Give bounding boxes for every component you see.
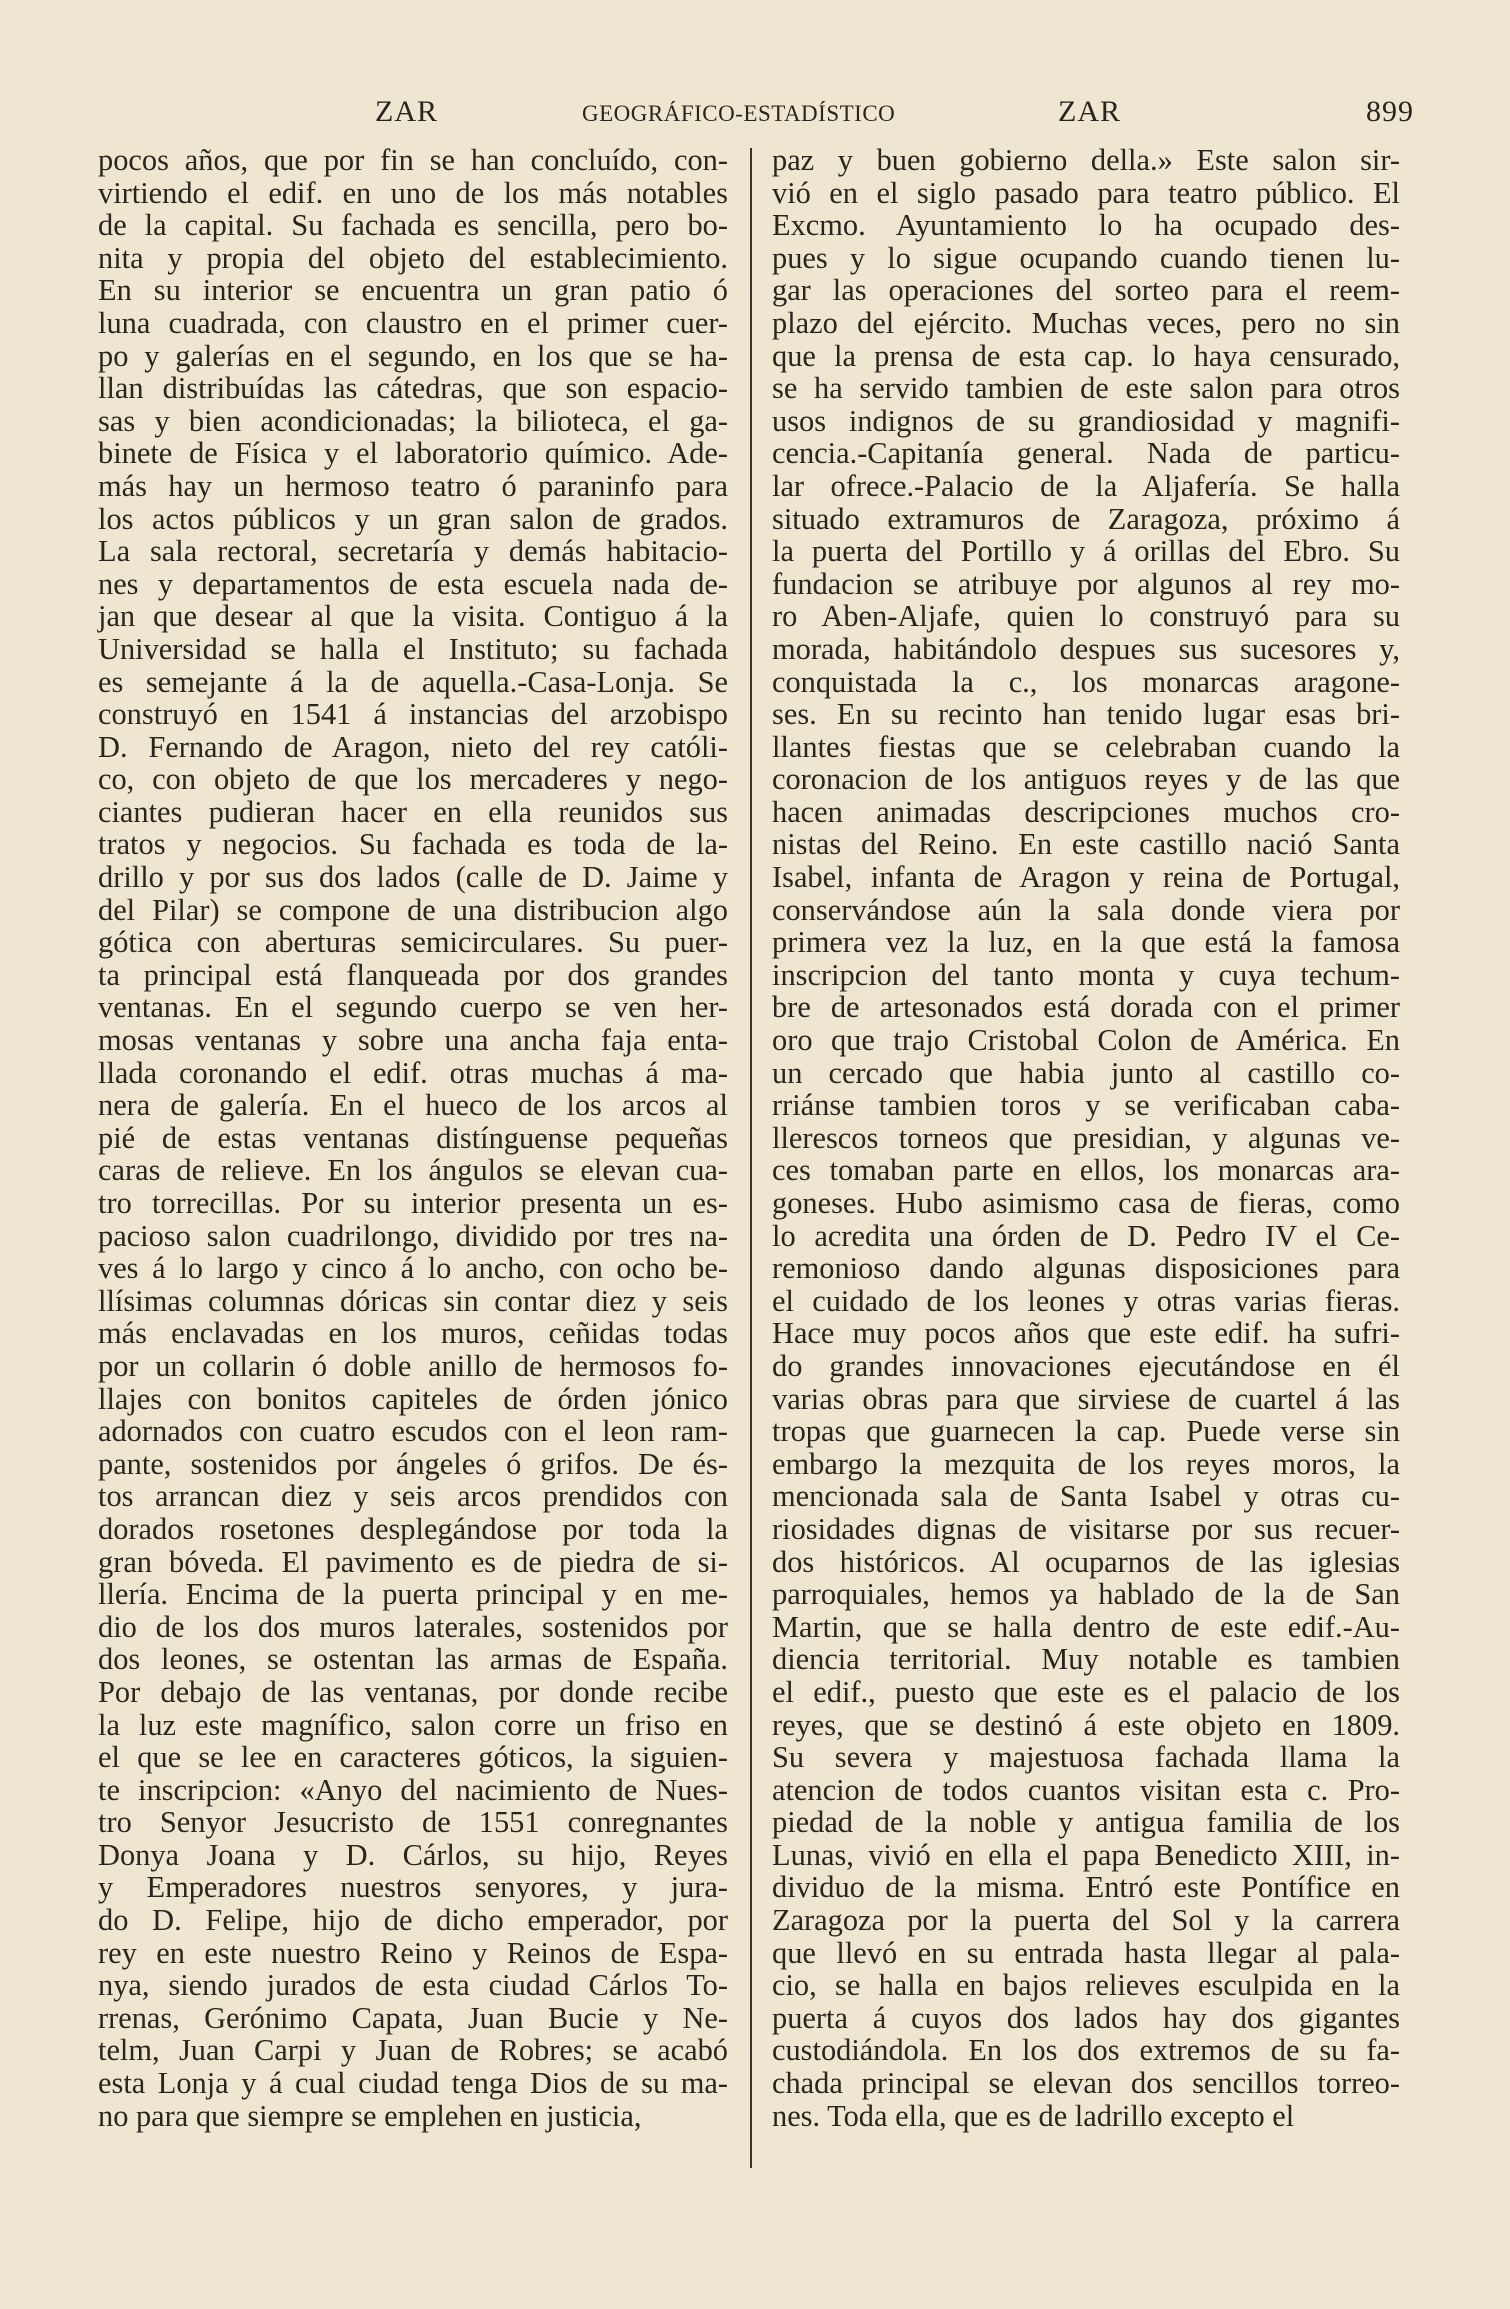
- text-line: hacen animadas descripciones muchos cro-: [772, 794, 1400, 829]
- running-head-right: ZAR: [1058, 95, 1121, 128]
- text-line: rrenas, Gerónimo Capata, Juan Bucie y Ne-: [98, 2000, 728, 2035]
- column-divider: [750, 148, 752, 2168]
- text-line: nera de galería. En el hueco de los arcos al: [98, 1088, 728, 1123]
- text-line: ciantes pudieran hacer en ella reunidos sus: [98, 794, 728, 829]
- text-line: rriánse tambien toros y se verificaban caba-: [772, 1088, 1400, 1123]
- text-line: los actos públicos y un gran salon de grados.: [98, 501, 728, 536]
- text-line: telm, Juan Carpi y Juan de Robres; se acabó: [98, 2033, 728, 2068]
- text-line: construyó en 1541 á instancias del arzobispo: [98, 697, 728, 732]
- text-line: gran bóveda. El pavimento es de piedra de si-: [98, 1544, 728, 1579]
- text-line: inscripcion del tanto monta y cuya techum-: [772, 957, 1400, 992]
- text-line: lar ofrece.-Palacio de la Aljafería. Se halla: [772, 468, 1400, 503]
- text-line: tratos y negocios. Su fachada es toda de la-: [98, 827, 728, 862]
- text-line: cio, se halla en bajos relieves esculpida en la: [772, 1968, 1400, 2003]
- text-line: luna cuadrada, con claustro en el primer cuer-: [98, 305, 728, 340]
- text-line: el que se lee en caracteres góticos, la siguien-: [98, 1740, 728, 1775]
- text-line: do D. Felipe, hijo de dicho emperador, por: [98, 1903, 728, 1938]
- text-line: La sala rectoral, secretaría y demás habitacio-: [98, 534, 728, 569]
- text-line: sas y bien acondicionadas; la bilioteca, el ga-: [98, 403, 728, 438]
- text-line: llajes con bonitos capiteles de órden jónico: [98, 1381, 728, 1416]
- text-line: jan que desear al que la visita. Contiguo á la: [98, 599, 728, 634]
- text-line: llantes fiestas que se celebraban cuando la: [772, 729, 1400, 764]
- text-line: tropas que guarnecen la cap. Puede verse sin: [772, 1414, 1400, 1449]
- text-line: tos arrancan diez y seis arcos prendidos con: [98, 1479, 728, 1514]
- text-line: del Pilar) se compone de una distribucion algo: [98, 892, 728, 927]
- text-line: más enclavadas en los muros, ceñidas todas: [98, 1316, 728, 1351]
- text-line: de la capital. Su fachada es sencilla, pero bo-: [98, 208, 728, 243]
- left-text-column: [98, 144, 728, 2132]
- running-head-left: ZAR: [375, 95, 438, 128]
- text-line: Universidad se halla el Instituto; su fachada: [98, 631, 728, 666]
- text-line: Donya Joana y D. Cárlos, su hijo, Reyes: [98, 1837, 728, 1872]
- text-line: esta Lonja y á cual ciudad tenga Dios de su ma-: [98, 2066, 728, 2101]
- text-line: ces tomaban parte en ellos, los monarcas ara-: [772, 1153, 1400, 1188]
- text-line: tro torrecillas. Por su interior presenta un es-: [98, 1186, 728, 1220]
- text-line: parroquiales, hemos ya hablado de la de San: [772, 1577, 1400, 1612]
- text-line: Zaragoza por la puerta del Sol y la carrera: [772, 1903, 1400, 1938]
- text-line: D. Fernando de Aragon, nieto del rey católi-: [98, 729, 728, 764]
- text-line: po y galerías en el segundo, en los que se ha-: [98, 338, 728, 373]
- text-line: pante, sostenidos por ángeles ó grifos. De és-: [98, 1446, 728, 1481]
- text-line: que la prensa de esta cap. lo haya censurado,: [772, 338, 1400, 373]
- text-line: nistas del Reino. En este castillo nació Santa: [772, 827, 1400, 862]
- text-line: pues y lo sigue ocupando cuando tienen lu-: [772, 240, 1400, 275]
- text-line: adornados con cuatro escudos con el leon ram-: [98, 1414, 728, 1449]
- text-line: plazo del ejército. Muchas veces, pero no sin: [772, 305, 1400, 340]
- text-line: virtiendo el edif. en uno de los más notables: [98, 175, 728, 210]
- text-line: oro que trajo Cristobal Colon de América. En: [772, 1023, 1400, 1058]
- text-line: el edif., puesto que este es el palacio de los: [772, 1674, 1400, 1709]
- text-line: es semejante á la de aquella.-Casa-Lonja. Se: [98, 664, 728, 699]
- text-line: dorados rosetones desplegándose por toda la: [98, 1511, 728, 1546]
- text-line: pocos años, que por fin se han concluído, con-: [98, 143, 728, 177]
- text-line: que llevó en su entrada hasta llegar al pala-: [772, 1935, 1400, 1970]
- text-line: conquistada la c., los monarcas aragone-: [772, 664, 1400, 699]
- text-line: ro Aben-Aljafe, quien lo construyó para su: [772, 599, 1400, 634]
- text-line: gótica con aberturas semicirculares. Su puer-: [98, 925, 728, 960]
- text-line: tro Senyor Jesucristo de 1551 conregnantes: [98, 1805, 728, 1840]
- text-line: llísimas columnas dóricas sin contar diez y seis: [98, 1283, 728, 1318]
- text-line: dos leones, se ostentan las armas de España.: [98, 1642, 728, 1677]
- text-line: nya, siendo jurados de esta ciudad Cárlos To-: [98, 1968, 728, 2003]
- text-line: no para que siempre se emplehen en justicia,: [98, 2098, 642, 2133]
- text-line: En su interior se encuentra un gran patio ó: [98, 273, 728, 308]
- text-line: la luz este magnífico, salon corre un friso en: [98, 1707, 728, 1742]
- right-text-column: [772, 144, 1400, 2132]
- text-line: nes. Toda ella, que es de ladrillo excepto el: [772, 2098, 1295, 2133]
- page-number: 899: [1366, 95, 1414, 128]
- text-line: llan distribuídas las cátedras, que son espacio-: [98, 371, 728, 406]
- text-line: chada principal se elevan dos sencillos torreo-: [772, 2066, 1400, 2101]
- text-line: pié de estas ventanas distínguense pequeñas: [98, 1120, 728, 1155]
- text-line: riosidades dignas de visitarse por sus recuer-: [772, 1511, 1400, 1546]
- text-line: diencia territorial. Muy notable es tambien: [772, 1642, 1400, 1677]
- text-line: el cuidado de los leones y otras varias fieras.: [772, 1283, 1400, 1318]
- text-line: rey en este nuestro Reino y Reinos de Espa-: [98, 1935, 728, 1970]
- text-line: vió en el siglo pasado para teatro público. El: [772, 175, 1400, 210]
- text-line: llería. Encima de la puerta principal y en me-: [98, 1577, 728, 1612]
- text-line: mencionada sala de Santa Isabel y otras cu-: [772, 1479, 1400, 1514]
- text-line: Hace muy pocos años que este edif. ha sufri-: [772, 1316, 1400, 1351]
- text-line: puerta á cuyos dos lados hay dos gigantes: [772, 2000, 1400, 2035]
- text-line: ses. En su recinto han tenido lugar esas bri-: [772, 697, 1400, 732]
- text-line: un cercado que habia junto al castillo co-: [772, 1055, 1400, 1090]
- text-line: varias obras para que sirviese de cuartel á las: [772, 1381, 1400, 1416]
- text-line: co, con objeto de que los mercaderes y nego-: [98, 762, 728, 797]
- text-line: piedad de la noble y antigua familia de los: [772, 1805, 1400, 1840]
- text-line: goneses. Hubo asimismo casa de fieras, como: [772, 1186, 1400, 1220]
- text-line: do grandes innovaciones ejecutándose en él: [772, 1348, 1400, 1383]
- text-line: situado extramuros de Zaragoza, próximo á: [772, 501, 1400, 536]
- text-line: dio de los dos muros laterales, sostenidos por: [98, 1609, 728, 1644]
- text-line: llada coronando el edif. otras muchas á ma-: [98, 1055, 728, 1090]
- text-line: paz y buen gobierno della.» Este salon sir-: [772, 143, 1400, 177]
- text-line: llerescos torneos que presidian, y algunas ve-: [772, 1120, 1400, 1155]
- text-line: ves á lo largo y cinco á lo ancho, con ocho be-: [98, 1251, 728, 1286]
- text-line: Lunas, vivió en ella el papa Benedicto XIII, in-: [772, 1837, 1400, 1872]
- text-line: caras de relieve. En los ángulos se elevan cua-: [98, 1153, 728, 1188]
- text-line: te inscripcion: «Anyo del nacimiento de Nues-: [98, 1772, 728, 1807]
- text-line: cencia.-Capitanía general. Nada de particu-: [772, 436, 1400, 471]
- text-line: ta principal está flanqueada por dos grandes: [98, 957, 728, 992]
- text-line: drillo y por sus dos lados (calle de D. Jaime y: [98, 860, 728, 895]
- text-line: la puerta del Portillo y á orillas del Ebro. Su: [772, 534, 1400, 569]
- text-line: reyes, que se destinó á este objeto en 1809.: [772, 1707, 1400, 1742]
- text-line: y Emperadores nuestros senyores, y jura-: [98, 1870, 728, 1905]
- text-line: Isabel, infanta de Aragon y reina de Portugal,: [772, 860, 1400, 895]
- text-line: Martin, que se halla dentro de este edif.-Au-: [772, 1609, 1400, 1644]
- text-line: primera vez la luz, en la que está la famosa: [772, 925, 1400, 960]
- text-line: fundacion se atribuye por algunos al rey mo-: [772, 566, 1400, 601]
- text-line: bre de artesonados está dorada con el primer: [772, 990, 1400, 1025]
- text-line: nes y departamentos de esta escuela nada de-: [98, 566, 728, 601]
- text-line: se ha servido tambien de este salon para otros: [772, 371, 1400, 406]
- text-line: nita y propia del objeto del establecimiento.: [98, 240, 728, 275]
- text-line: atencion de todos cuantos visitan esta c. Pro-: [772, 1772, 1400, 1807]
- text-line: pacioso salon cuadrilongo, dividido por tres na-: [98, 1218, 728, 1253]
- text-line: custodiándola. En los dos extremos de su fa-: [772, 2033, 1400, 2068]
- text-line: conservándose aún la sala donde viera por: [772, 892, 1400, 927]
- text-line: binete de Física y el laboratorio químico. Ade-: [98, 436, 728, 471]
- text-line: dividuo de la misma. Entró este Pontífice en: [772, 1870, 1400, 1905]
- text-line: más hay un hermoso teatro ó paraninfo para: [98, 468, 728, 503]
- running-head-title: GEOGRÁFICO-ESTADÍSTICO: [582, 101, 896, 126]
- text-line: Por debajo de las ventanas, por donde recibe: [98, 1674, 728, 1709]
- text-line: lo acredita una órden de D. Pedro IV el Ce-: [772, 1218, 1400, 1253]
- text-line: Su severa y majestuosa fachada llama la: [772, 1740, 1400, 1775]
- text-line: gar las operaciones del sorteo para el reem-: [772, 273, 1400, 308]
- text-line: coronacion de los antiguos reyes y de las que: [772, 762, 1400, 797]
- text-line: dos históricos. Al ocuparnos de las iglesias: [772, 1544, 1400, 1579]
- text-line: embargo la mezquita de los reyes moros, la: [772, 1446, 1400, 1481]
- text-line: Excmo. Ayuntamiento lo ha ocupado des-: [772, 208, 1400, 243]
- text-line: mosas ventanas y sobre una ancha faja enta-: [98, 1023, 728, 1058]
- text-line: por un collarin ó doble anillo de hermosos fo-: [98, 1348, 728, 1383]
- text-line: usos indignos de su grandiosidad y magnifi-: [772, 403, 1400, 438]
- text-line: remonioso dando algunas disposiciones para: [772, 1251, 1400, 1286]
- text-line: morada, habitándolo despues sus sucesores y,: [772, 631, 1400, 666]
- text-line: ventanas. En el segundo cuerpo se ven her-: [98, 990, 728, 1025]
